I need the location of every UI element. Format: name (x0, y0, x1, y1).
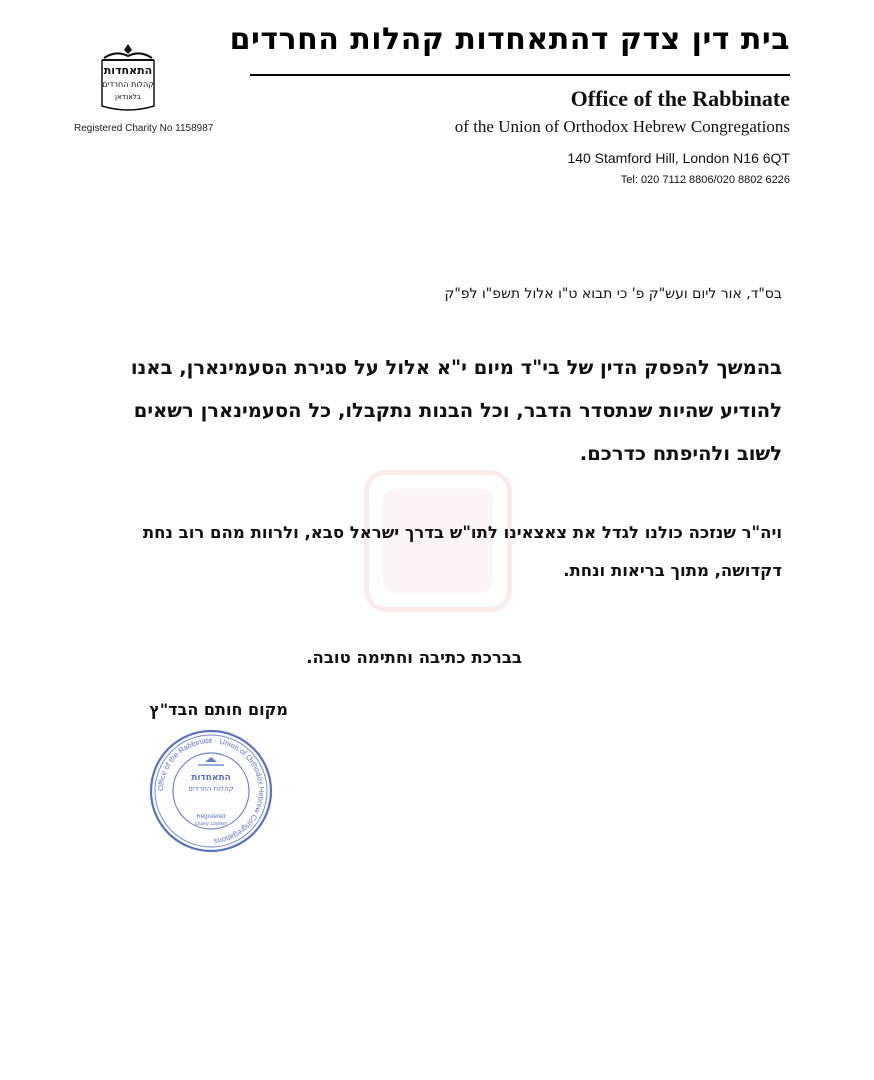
letterhead-divider (250, 74, 790, 76)
telephone: Tel: 020 7112 8806/020 8802 6226 (620, 174, 790, 186)
stamp-ring-textpath: Office of the Rabbinate · Union of Orthodox Hebrew Congregations (155, 735, 267, 846)
rabbinate-stamp (148, 728, 274, 854)
logo-line-2: קהלות החרדים (102, 80, 154, 89)
organization-logo (96, 40, 160, 116)
address: 140 Stamford Hill, London N16 6QT (567, 150, 790, 166)
english-letterhead-subtitle: of the Union of Orthodox Hebrew Congregations (454, 117, 790, 136)
seal-placement-label: מקום חותם הבד"ץ (149, 700, 288, 719)
letter-paragraph-1: בהמשך להפסק הדין של בי"ד מיום י"א אלול על סגירת הסעמינארן, באנו להודיע שהיות שנתסדר הדבר, וכל הבנות נתקבלו, כל הסעמינארן רשאים לשוב ולהיפתח כדרכם. (130, 356, 782, 465)
charity-number: Registered Charity No 1158987 (74, 123, 214, 134)
logo-line-1: התאחדות (103, 64, 153, 77)
letter-date-line: בס"ד, אור ליום ועש"ק פ' כי תבוא ט"ו אלול תשפ"ו לפ"ק (444, 286, 782, 302)
stamp-inner-line-1: התאחדות (191, 773, 231, 783)
logo-line-3: בלאנדאן (115, 93, 141, 101)
stamp-bottom-line-2: Charity 1158987 (194, 821, 228, 826)
hebrew-letterhead-title: בית דין צדק דהתאחדות קהלות החרדים (229, 22, 790, 57)
stamp-seal-icon (148, 728, 274, 854)
letter-paragraph-2: ויה"ר שנזכה כולנו לגדל את צאצאינו לתו"ש בדרך ישראל סבא, ולרוות מהם רוב נחת דקדושה, מתוך בריאות ונחת. (142, 523, 782, 580)
stamp-bottom-line-1: Registered (196, 814, 226, 820)
letter-blessing: בברכת כתיבה וחתימה טובה. (306, 648, 522, 667)
logo-emblem-icon (96, 40, 160, 116)
english-letterhead-title: Office of the Rabbinate (570, 86, 790, 111)
stamp-inner-line-2: קהלות החרדים (188, 785, 234, 793)
